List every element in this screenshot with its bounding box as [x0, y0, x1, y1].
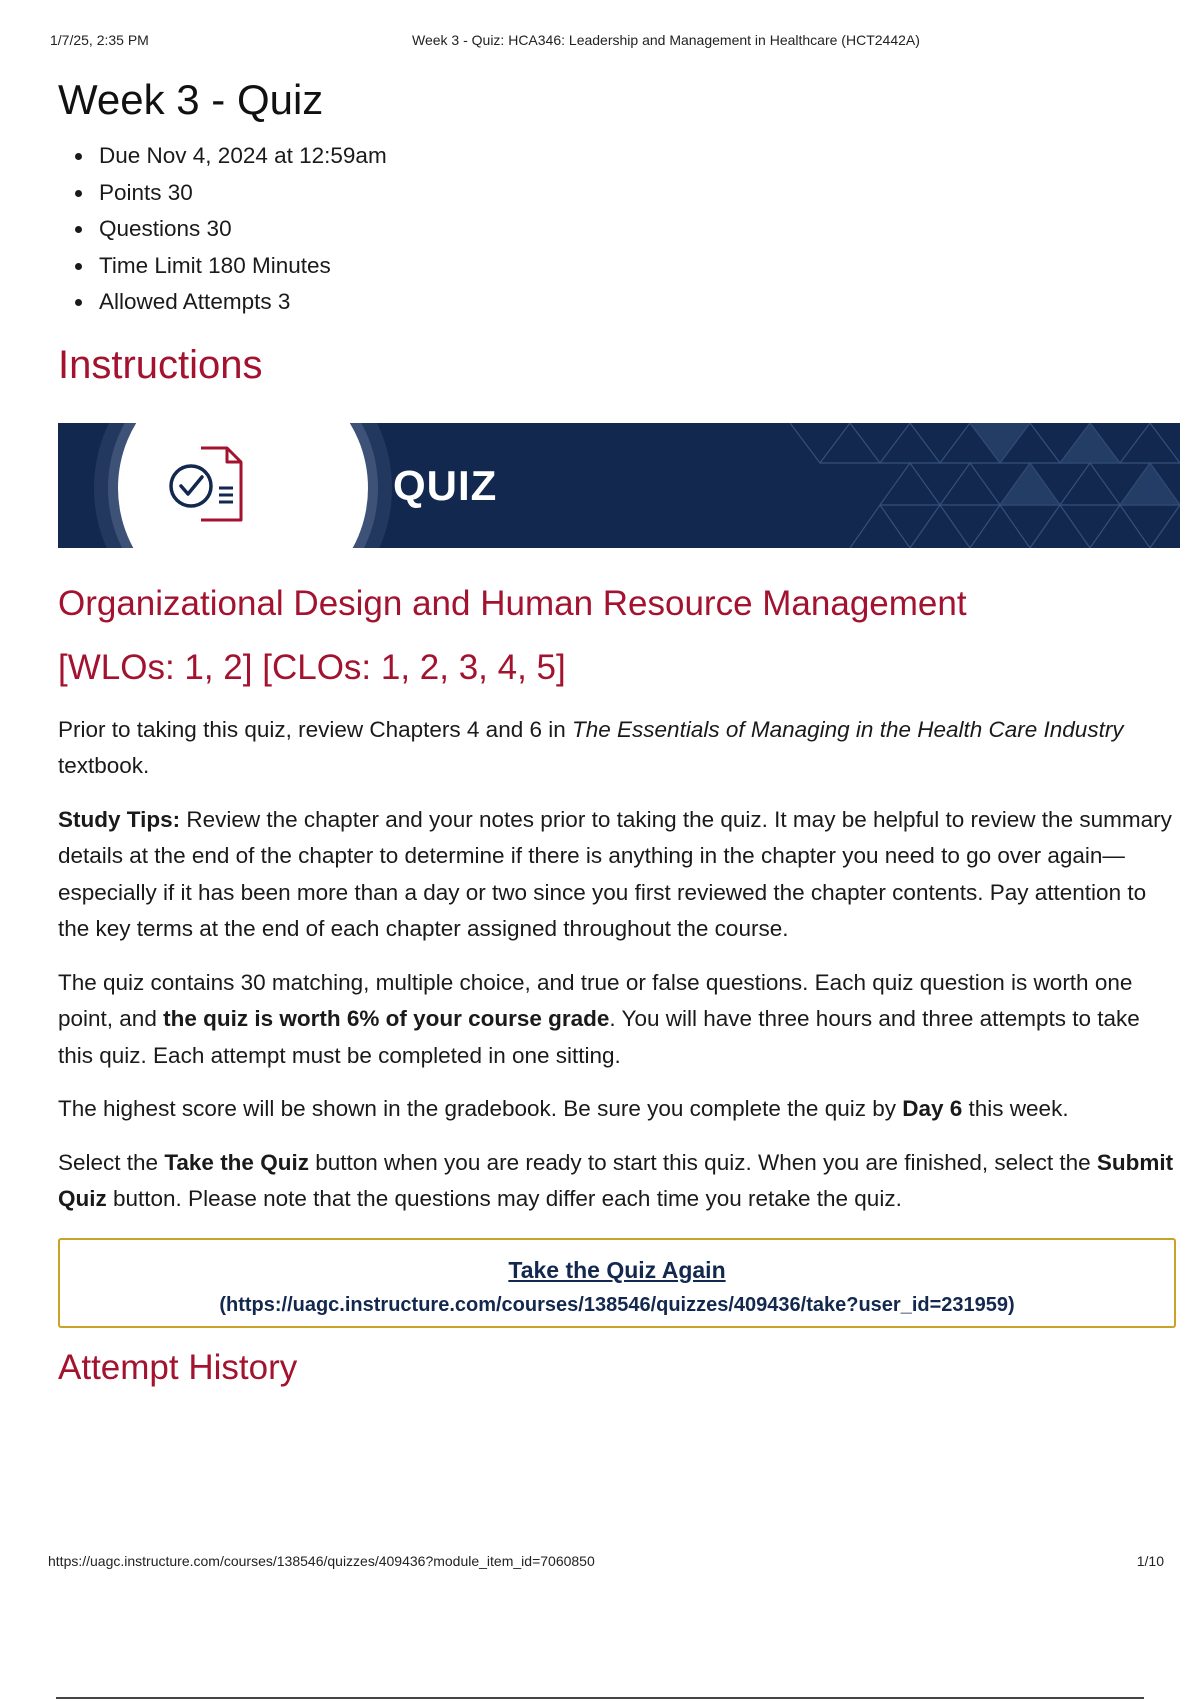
textbook-title: The Essentials of Managing in the Health Care Industry: [572, 716, 1124, 742]
attempt-history-heading: Attempt History: [58, 1347, 298, 1387]
take-quiz-emphasis: Take the Quiz: [164, 1149, 309, 1175]
quiz-points: • Points 30: [95, 175, 1180, 212]
print-document-title: Week 3 - Quiz: HCA346: Leadership and Management in Healthcare (HCT2442A): [412, 32, 920, 48]
paragraph-text: Review the chapter and your notes prior to taking the quiz. It may be helpful to review the summary details at the end of the chapter to determine if there is anything in the chapter you need to go over again—especially if it has been more than a day or two since you first reviewed the chapter contents. Pay attention to the key terms at the end of each chapter assigned throughout the course.: [58, 806, 1172, 941]
instructions-heading: Instructions: [58, 342, 263, 387]
quiz-questions: • Questions 30: [95, 211, 1180, 248]
banner-label: QUIZ: [393, 461, 498, 509]
print-page-number: 1/10: [1136, 1553, 1164, 1569]
study-tips-label: Study Tips:: [58, 806, 181, 832]
page-divider: [56, 1697, 1144, 1699]
learning-objectives: [WLOs: 1, 2] [CLOs: 1, 2, 3, 4, 5]: [58, 647, 566, 687]
gradebook-paragraph: [58, 1091, 1180, 1128]
submit-quiz-emphasis: Submit Quiz: [58, 1149, 1174, 1211]
grade-weight-emphasis: the quiz is worth 6% of your course grade: [163, 1006, 610, 1031]
due-day-emphasis: Day 6: [902, 1096, 963, 1121]
review-chapters-paragraph: [58, 712, 1180, 785]
page-title: Week 3 - Quiz: [58, 76, 324, 123]
take-quiz-again-link[interactable]: [117, 1256, 1117, 1316]
quiz-format-paragraph: [58, 965, 1180, 1075]
print-date: 1/7/25, 2:35 PM: [50, 32, 149, 48]
print-page-url: https://uagc.instructure.com/courses/138546/quizzes/409436?module_item_id=7060850: [48, 1553, 595, 1569]
paragraph-text: button when you are ready to start this quiz. When you are finished, select the: [308, 1149, 1097, 1175]
quiz-document-check-icon: [161, 440, 251, 530]
paragraph-text: Prior to taking this quiz, review Chapters 4 and 6 in: [58, 716, 573, 742]
take-quiz-again-box: [58, 1238, 1176, 1328]
take-quiz-again-url[interactable]: (https://uagc.instructure.com/courses/138546/quizzes/409436/take?user_id=231959): [219, 1293, 1015, 1316]
quiz-details-list: [58, 138, 1180, 321]
topic-heading: [58, 572, 1180, 700]
topic-title: Organizational Design and Human Resource Management: [58, 583, 967, 623]
quiz-content: [58, 72, 1180, 1394]
quiz-time-limit: • Time Limit 180 Minutes: [95, 248, 1180, 285]
quiz-due-date: • Due Nov 4, 2024 at 12:59am: [95, 138, 1180, 175]
paragraph-text: textbook.: [58, 753, 150, 778]
paragraph-text: The highest score will be shown in the gradebook. Be sure you complete the quiz by: [58, 1096, 903, 1121]
take-quiz-paragraph: [58, 1145, 1180, 1218]
paragraph-text: The quiz contains 30 matching, multiple choice, and true or false questions. Each quiz question is worth one point, and: [58, 969, 1133, 1031]
print-footer: [48, 1553, 1188, 1573]
paragraph-text: this week.: [962, 1096, 1069, 1121]
quiz-allowed-attempts: • Allowed Attempts 3: [95, 284, 1180, 321]
study-tips-paragraph: [58, 802, 1180, 948]
paragraph-text: . You will have three hours and three attempts to take this quiz. Each attempt must be completed in one sitting.: [58, 1006, 1140, 1068]
quiz-banner: [58, 423, 1180, 548]
paragraph-text: button. Please note that the questions may differ each time you retake the quiz.: [106, 1186, 902, 1211]
banner-triangle-pattern: [790, 423, 1180, 548]
print-header: [50, 32, 1150, 52]
take-quiz-again-label[interactable]: Take the Quiz Again: [508, 1256, 726, 1283]
paragraph-text: Select the: [58, 1149, 165, 1175]
